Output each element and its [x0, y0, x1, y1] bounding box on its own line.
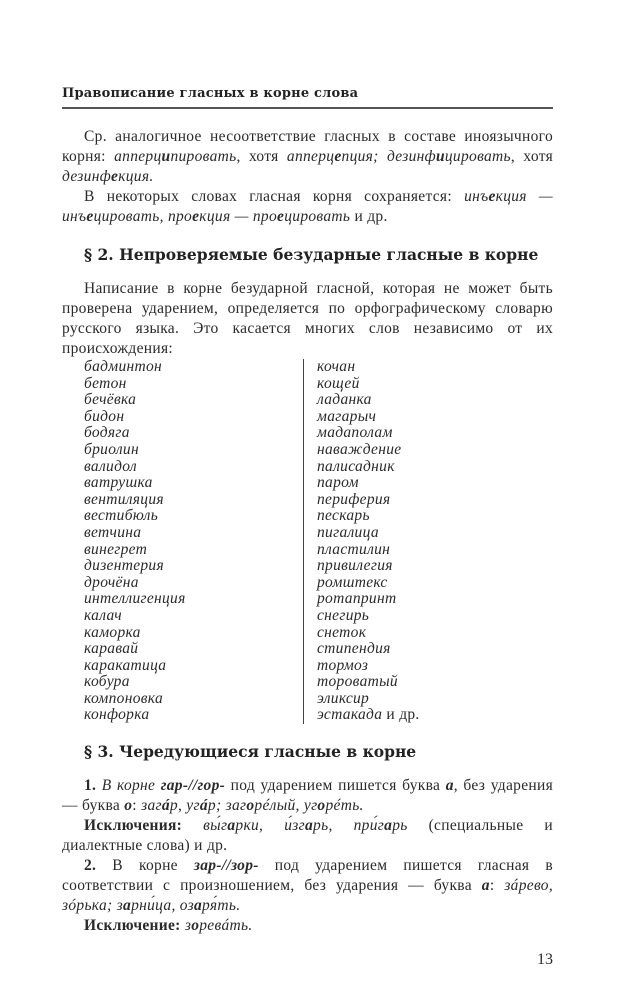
paragraph [62, 916, 553, 936]
word: пластилин [317, 540, 391, 558]
emphasized-text: á [161, 797, 170, 815]
text-run: , хотя [236, 148, 287, 165]
word-list-item [84, 625, 298, 642]
emphasized-text: о [317, 797, 326, 815]
word-list-item [317, 425, 531, 442]
word-list-item [317, 558, 531, 575]
word: калач [84, 606, 123, 624]
emphasized-text: 2. [84, 857, 113, 875]
text-run: рь [392, 817, 408, 835]
word-list-item [84, 459, 298, 476]
text-run: ря́ть. [202, 897, 241, 915]
text-run: рéлый, уг [254, 797, 318, 815]
word-list-item [84, 658, 298, 675]
word: привилегия [317, 557, 393, 575]
emphasized-text: е [488, 188, 496, 205]
text-run: В корне [101, 777, 161, 795]
word-list-item [84, 492, 298, 509]
text-run: дезинф [62, 168, 111, 185]
word: стипендия [317, 640, 391, 658]
paragraph [62, 127, 553, 187]
word-column-left [84, 359, 298, 724]
running-header: Правописание гласных в корне слова [62, 86, 359, 101]
word-list-item [317, 359, 531, 376]
word-list-item [317, 392, 531, 409]
text-run: Ср. аналогичное несоответствие гласных в составе иноязычного корня: [62, 128, 553, 165]
word-list-item [84, 525, 298, 542]
text-run: апперц [114, 148, 162, 165]
text-run: вы́г [203, 817, 228, 835]
emphasized-text: о [246, 797, 255, 815]
text-run: апперц [286, 148, 335, 165]
word: бечёвка [84, 391, 137, 409]
word-list-item [84, 392, 298, 409]
section-2-heading: § 2. Непроверяемые безударные гласные в корне [84, 245, 539, 264]
word: палисадник [317, 457, 395, 475]
word-list-item [317, 492, 531, 509]
word: конфорка [84, 706, 150, 724]
word-list-item [84, 575, 298, 592]
word: бриолин [84, 440, 139, 458]
word: пескарь [317, 507, 370, 525]
text-run: рки, и́зг [235, 817, 305, 835]
text-run: цировать [444, 148, 511, 165]
text-run: инъ [464, 188, 489, 205]
word: каракатица [84, 656, 167, 674]
word-column-right [303, 359, 531, 724]
list-suffix: и др. [382, 706, 420, 724]
word: снеток [317, 623, 367, 641]
emphasized-text: е [192, 208, 200, 225]
text-run: рни́ца, оз [131, 897, 194, 915]
emphasized-text: Исключение: [84, 917, 181, 935]
word: ладанка [317, 391, 372, 409]
paragraph [62, 856, 553, 916]
text-run [182, 817, 203, 834]
word-list-item [317, 475, 531, 492]
word: снегирь [317, 606, 370, 624]
emphasized-text: а [304, 817, 314, 835]
word-list-item [84, 707, 298, 724]
word: бидон [84, 407, 125, 425]
text-run: пция; дезинф [341, 148, 436, 165]
emphasized-text: и [435, 148, 445, 165]
word-list-item [317, 707, 531, 724]
word: каморка [84, 623, 141, 641]
word: бетон [84, 374, 127, 392]
word-list-item [317, 508, 531, 525]
text-run: В корне [112, 857, 194, 875]
emphasized-text: а [193, 897, 203, 915]
word-list-item [84, 359, 298, 376]
text-run: ревáть. [199, 917, 253, 935]
word-list-item [317, 691, 531, 708]
word-list-item [84, 641, 298, 658]
emphasized-text: о [124, 797, 133, 815]
word: кощей [317, 374, 360, 392]
word-list-item [317, 641, 531, 658]
text-run: р, уг [169, 797, 200, 815]
emphasized-text: е [277, 208, 285, 225]
section-3-paragraphs [62, 776, 553, 936]
text-run: кция. [118, 168, 154, 185]
word: эликсир [317, 689, 370, 707]
word: бадминтон [84, 358, 163, 375]
text-run: (специальные и диалектные слова) и др. [62, 817, 553, 855]
emphasized-text: и [161, 148, 171, 165]
word: эстакада [317, 706, 383, 724]
page-number: 13 [537, 951, 553, 969]
text-run: , хотя [510, 148, 553, 165]
word-list-item [84, 691, 298, 708]
word: ватрушка [84, 474, 153, 492]
word-list-item [84, 409, 298, 426]
emphasized-text: а [227, 817, 236, 835]
word-list-item [84, 608, 298, 625]
paragraph [62, 187, 553, 227]
word: бодяга [84, 424, 130, 442]
word: кобура [84, 673, 130, 691]
section-3-heading: § 3. Чередующиеся гласные в корне [84, 742, 417, 762]
word-list-item [317, 625, 531, 642]
text-run: кция — инъ [62, 188, 553, 225]
word: магарыч [317, 407, 377, 425]
paragraph [62, 816, 553, 856]
text-run: под ударением пишется гласная в соответствии с произношением, без ударения — буква [62, 857, 553, 895]
word: периферия [317, 490, 391, 508]
word: вестибюль [84, 507, 159, 525]
text-run: заг [141, 797, 162, 815]
emphasized-text: а [481, 877, 490, 895]
word-list-item [317, 658, 531, 675]
word: интеллигенция [84, 590, 186, 608]
word: дизентерия [84, 557, 164, 575]
word-list-item [84, 475, 298, 492]
emphasized-text: а [445, 777, 454, 795]
word-list-item [317, 575, 531, 592]
word-list-item [84, 508, 298, 525]
word-list-item [84, 591, 298, 608]
word-list-item [84, 674, 298, 691]
word: компоновка [84, 689, 163, 707]
word: валидол [84, 457, 137, 475]
word-list-item [84, 376, 298, 393]
text-run: цировать [284, 208, 351, 225]
word-list-item [317, 409, 531, 426]
intro-paragraphs [62, 127, 553, 227]
section-2-intro: Написание в корне безударной гласной, которая не может быть проверена ударением, определяется по орфографическому словарю русского языка. Это касается многих слов независимо от их происхождения: [62, 280, 553, 357]
text-run: : [489, 877, 505, 895]
page-body [62, 0, 553, 1000]
emphasized-text: е [111, 168, 119, 185]
word-list-item [317, 674, 531, 691]
word: дрочёна [84, 573, 139, 591]
word: тормоз [317, 656, 369, 674]
text-run: цировать, про [93, 208, 193, 225]
word: винегрет [84, 540, 148, 558]
emphasized-text: о [191, 917, 200, 935]
text-run: под ударением пишется буква [225, 777, 446, 795]
text-run: В некоторых словах гласная корня сохраняется: [84, 188, 465, 205]
word-list-item [317, 608, 531, 625]
emphasized-text: а [384, 817, 393, 835]
text-run: кция — про [199, 208, 278, 225]
word-list-item [317, 459, 531, 476]
emphasized-text: Исключения: [84, 817, 183, 835]
text-run: з [184, 917, 192, 935]
word-list-item [317, 542, 531, 559]
word: ротапринт [317, 590, 397, 608]
word: мадаполам [317, 424, 393, 442]
word-list-item [317, 591, 531, 608]
word: ромштекс [317, 573, 388, 591]
word-list [84, 359, 553, 724]
paragraph [62, 776, 553, 816]
word: паром [317, 474, 359, 492]
text-run: рéть. [325, 797, 364, 815]
emphasized-text: е [86, 208, 94, 225]
word-list-item [84, 558, 298, 575]
text-run: : [132, 797, 142, 815]
word-list-item [317, 442, 531, 459]
word: наваждение [317, 440, 402, 458]
emphasized-text: е [334, 148, 342, 165]
emphasized-text: гар-//гор- [160, 777, 226, 795]
word: каравай [84, 640, 139, 658]
word: кочан [317, 358, 356, 375]
text-run: р; заг [207, 797, 247, 815]
emphasized-text: á [199, 797, 208, 815]
word: торoватый [317, 673, 398, 691]
text-run: , без ударения — буква [62, 777, 553, 815]
emphasized-text: зар-//зор- [193, 857, 259, 875]
word: пигалица [317, 523, 379, 541]
text-run: и др. [350, 208, 388, 225]
word: ветчина [84, 523, 142, 541]
text-run: рь, при́г [313, 817, 385, 835]
emphasized-text: а [123, 897, 132, 915]
word-list-item [84, 425, 298, 442]
word: вентиляция [84, 490, 164, 508]
text-run: зáрево, зóрька; з [62, 877, 553, 915]
word-list-item [317, 376, 531, 393]
word-list-item [84, 442, 298, 459]
word-list-item [84, 542, 298, 559]
text-run: пировать [170, 148, 237, 165]
emphasized-text: 1. [84, 777, 102, 795]
word-list-item [317, 525, 531, 542]
